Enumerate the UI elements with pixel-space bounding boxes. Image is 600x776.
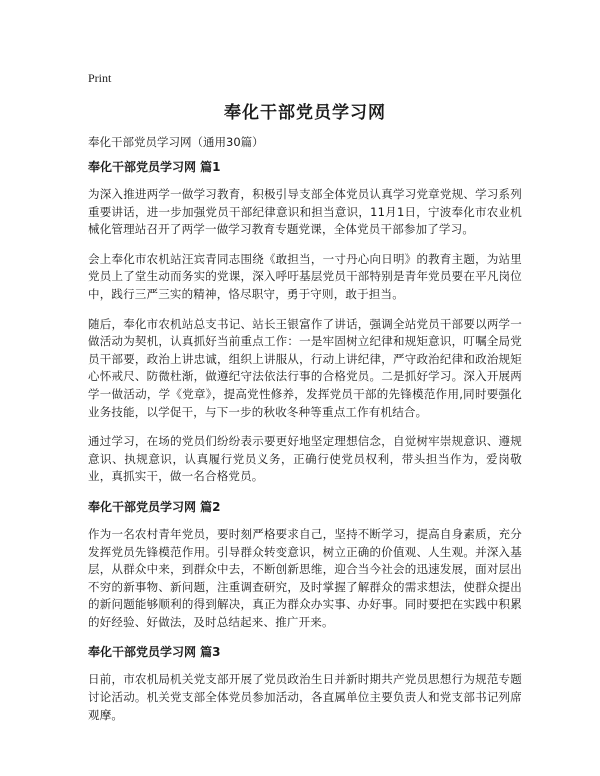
paragraph: 作为一名农村青年党员，要时刻严格要求自己，坚持不断学习，提高自身素质，充分发挥党员先锋模范作用。引导群众转变意识，树立正确的价值观、人生观。并深入基层，从群众中来，到群众中去，不断创新思维，迎合当今社会的迅速发展，面对层出不穷的新事物、新问题，注重调查研究，及时掌握了解群众的需求想法，使群众提出的新问题能够顺利的得到解决，真正为群众办实事、办好事。同时要把在实践中积累的好经验、好做法，及时总结起来、推广开来。 <box>88 526 522 629</box>
print-link[interactable]: Print <box>88 71 112 85</box>
page-title: 奉化干部党员学习网 <box>224 103 386 123</box>
section-heading: 奉化干部党员学习网 篇2 <box>88 499 221 514</box>
document-subtitle: 奉化干部党员学习网（通用30篇） <box>88 135 264 149</box>
section-2 <box>88 498 522 632</box>
section-1 <box>88 158 522 486</box>
section-heading: 奉化干部党员学习网 篇1 <box>88 160 221 174</box>
paragraph: 为深入推进两学一做学习教育，积极引导支部全体党员认真学习党章党规、学习系列重要讲话，进一步加强党员干部纪律意识和担当意识，11月1日，宁波奉化市农业机械化管理站召开了两学一做学习教育专题党课，全体党员干部参加了学习。 <box>88 187 522 237</box>
paragraph: 会上奉化市农机站汪宾青同志围绕《敢担当，一寸丹心向日明》的教育主题，为站里党员上了堂生动而务实的党课，深入呼吁基层党员干部特别是青年党员要在平凡岗位中，践行三严三实的精神，恪尽职守，勇于守则，敢于担当。 <box>88 251 522 301</box>
document-content <box>88 158 522 736</box>
paragraph: 通过学习，在场的党员们纷纷表示要更好地坚定理想信念，自觉树牢崇规意识、遵规意识、执规意识，认真履行党员义务，正确行使党员权利，带头担当作为，爱岗敬业，真抓实干，做一名合格党员。 <box>88 434 522 484</box>
paragraph: 随后，奉化市农机站总支书记、站长王银富作了讲话，强调全站党员干部要以两学一做活动为契机，认真抓好当前重点工作：一是牢固树立纪律和规矩意识，叮嘱全局党员干部要，政治上讲忠诚，组织上讲服从，行动上讲纪律，严守政治纪律和政治规矩心怀戒尺、防微杜渐，做遵纪守法依法行事的合格党员。二是抓好学习。深入开展两学一做活动，学《党章》，提高党性修养，发挥党员干部的先锋模范作用,同时要强化业务技能，以学促干，与下一步的秋收冬种等重点工作有机结合。 <box>88 316 522 419</box>
section-heading: 奉化干部党员学习网 篇3 <box>88 645 221 660</box>
paragraph: 日前，市农机局机关党支部开展了党员政治生日并新时期共产党员思想行为规范专题讨论活动。机关党支部全体党员参加活动，各直属单位主要负责人和党支部书记列席观摩。 <box>88 672 522 722</box>
section-3 <box>88 643 522 724</box>
